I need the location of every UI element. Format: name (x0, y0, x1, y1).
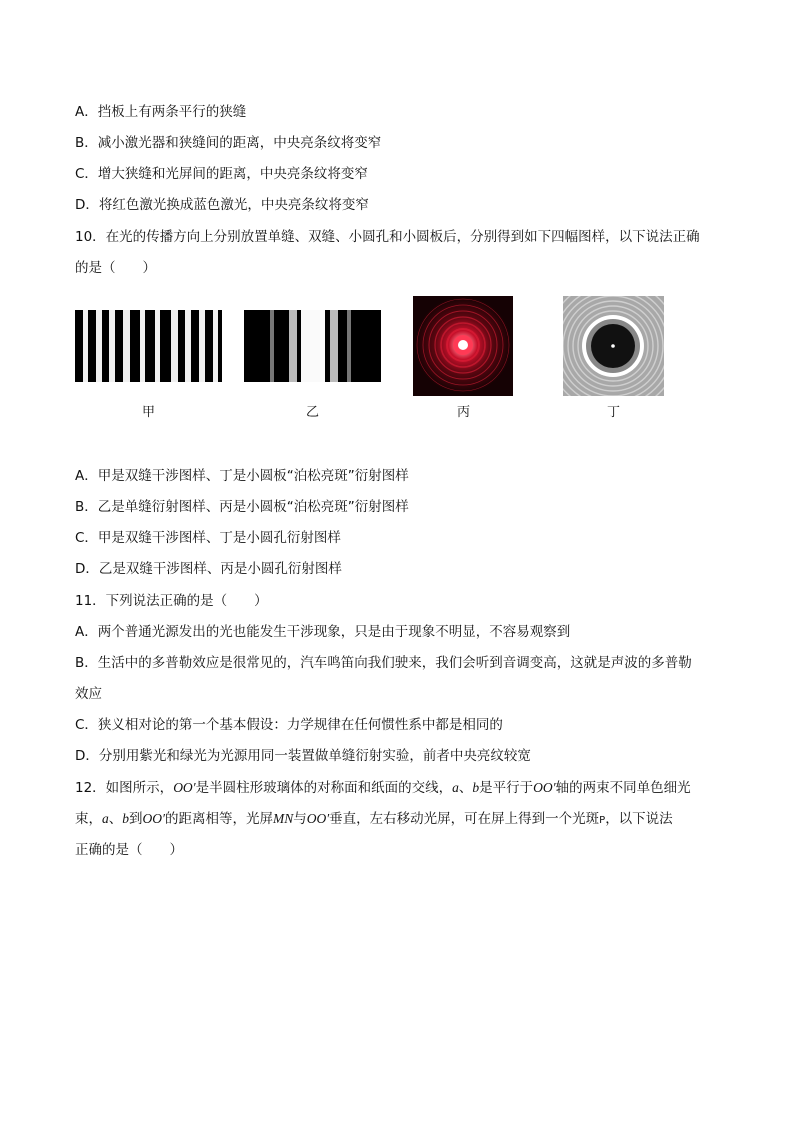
q11-option-c: C．狭义相对论的第一个基本假设：力学规律在任何惯性系中都是相同的 (75, 717, 503, 733)
caption-bing: 丙 (457, 405, 471, 420)
q9-option-b: B．减小激光器和狭缝间的距离，中央亮条纹将变窄 (75, 135, 382, 151)
caption-ding: 丁 (607, 405, 621, 420)
q9-option-d: D．将红色激光换成蓝色激光，中央亮条纹将变窄 (75, 197, 369, 213)
q10-option-a: A．甲是双缝干涉图样、丁是小圆板“泊松亮斑”衍射图样 (75, 468, 409, 484)
q10-option-d: D．乙是双缝干涉图样、丙是小圆孔衍射图样 (75, 561, 342, 577)
figure-ding-poisson-spot (563, 296, 664, 396)
q10-option-c: C．甲是双缝干涉图样、丁是小圆孔衍射图样 (75, 530, 341, 546)
q11-option-b-line-2: 效应 (75, 686, 102, 702)
figure-yi-diffraction (244, 310, 381, 382)
q11-option-b-line-1: B．生活中的多普勒效应是很常见的，汽车鸣笛向我们驶来，我们会听到音调变高，这就是声波的多普勒 (75, 655, 692, 671)
q12-stem-line-1: 12．如图所示，OO′是半圆柱形玻璃体的对称面和纸面的交线，a、b是平行于OO′轴的两束不同单色细光 (75, 780, 691, 796)
q9-option-a: A．挡板上有两条平行的狭缝 (75, 104, 247, 120)
q11-option-d: D．分别用紫光和绿光为光源用同一装置做单缝衍射实验，前者中央亮纹较宽 (75, 748, 531, 764)
q11-option-a: A．两个普通光源发出的光也能发生干涉现象，只是由于现象不明显，不容易观察到 (75, 624, 571, 640)
caption-jia: 甲 (142, 405, 156, 420)
caption-yi: 乙 (306, 405, 320, 420)
q12-stem-line-2: 束，a、b到OO′的距离相等，光屏MN与OO′垂直，左右移动光屏，可在屏上得到一个光斑P，以下说法 (75, 811, 673, 827)
q9-option-c: C．增大狭缝和光屏间的距离，中央亮条纹将变窄 (75, 166, 368, 182)
figure-bing-circular-hole (413, 296, 513, 396)
q10-stem-line-1: 10．在光的传播方向上分别放置单缝、双缝、小圆孔和小圆板后，分别得到如下四幅图样，以下说法正确 (75, 229, 700, 245)
q11-stem: 11．下列说法正确的是（ ） (75, 593, 268, 609)
q12-stem-line-3: 正确的是（ ） (75, 842, 183, 858)
q10-option-b: B．乙是单缝衍射图样、丙是小圆板“泊松亮斑”衍射图样 (75, 499, 409, 515)
q10-stem-line-2: 的是（ ） (75, 260, 156, 276)
figure-jia-fringes (75, 310, 222, 382)
